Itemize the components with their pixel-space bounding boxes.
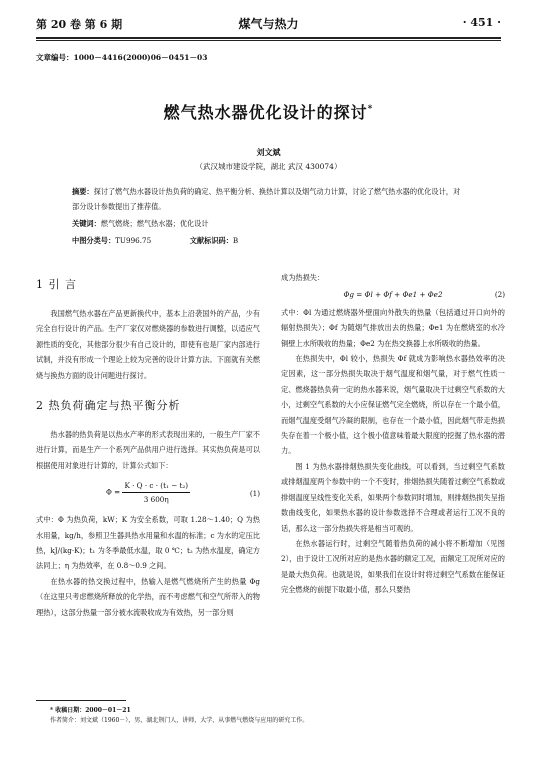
section-2-paragraph-3: 在热水器的热交换过程中，热输入是燃气燃烧所产生的热量 Φg（在这里只考虑燃烧所释放的化学热，而不考虑燃气和空气所带入的物理热），这部分热量一部分被水流吸收成为有效热，另一部分则 xyxy=(36,576,260,617)
equation-2-body: Φg = Φl + Φf + Φe1 + Φe2 xyxy=(343,290,443,300)
journal-name: 煤气与热力 xyxy=(238,17,299,31)
equation-1 xyxy=(36,479,260,506)
paper-title-text: 燃气热水器优化设计的探讨 xyxy=(163,103,368,122)
header-rule xyxy=(36,37,501,39)
equation-1-fraction xyxy=(122,479,190,506)
keywords-label: 关键词： xyxy=(72,219,101,228)
section-2-heading: 2 热负荷确定与热平衡分析 xyxy=(36,399,181,413)
author-affiliation: （武汉城市建设学院，湖北 武汉 430074） xyxy=(195,162,342,171)
issue-number: 第 20 卷 第 6 期 xyxy=(36,18,123,31)
header-rule-thin xyxy=(36,40,501,41)
article-number: 文章编号：1000－4416(2000)06－0451－03 xyxy=(36,53,208,62)
right-paragraph-3: 图 1 为热水器排烟热损失变化曲线，可以看到，当过剩空气系数或排烟温度两个参数中的一个不变时，排烟热损失随着过剩空气系数或排烟温度呈线性变化关系，如果两个参数同时增加，则排烟热损失呈指数曲线变化，如果热水器的设计参数选择不合理或者运行工况不良的话，那么这一部分热损失将是相当可观的。 xyxy=(281,461,505,533)
section-2-paragraph-2: 式中：Φ 为热负荷，kW；K 为安全系数，可取 1.28～1.40；Q 为热水用量，kg/h，参照卫生器具热水用量和水温的标准；c 为水的定压比热，kJ/(kg·K)；t₁ 为冬季最低水温，取 0 ℃；t₂ 为热水温度，确定方法同上；η 为热效率，在 0.8～0.9 之间。 xyxy=(36,515,260,571)
equation-1-denominator: 3 600η xyxy=(143,495,169,505)
right-paragraph-4: 在热水器运行时，过剩空气随着热负荷的减小将不断增加（见图 2），由于设计工况所对应的是热水器的额定工况，而额定工况所对应的是最大热负荷。也就是说，如果我们在设计时将过剩空气系数在能保证完全燃烧的前提下取最小值，那么只要热 xyxy=(281,538,505,595)
abstract-label: 摘要： xyxy=(72,187,94,196)
doc-code: B xyxy=(232,236,239,245)
equation-2-number: (2) xyxy=(494,290,505,300)
right-paragraph-1: 式中：Φl 为通过燃烧器外壁面向外散失的热量（包括通过开口向外的辐射热损失）；Φf 为随烟气排放出去的热量；Φe1 为在燃烧室的水冷铜壁上水所吸收的热量；Φe2 为在热交换器上水所吸收的热量。 xyxy=(281,307,505,348)
paper-title xyxy=(0,100,537,123)
section-1-paragraph: 我国燃气热水器在产品更新换代中，基本上沿袭国外的产品，少有完全自行设计的产品。生产厂家仅对燃烧器的参数进行调整，以适应气源性质的变化，其他部分很少有自己设计的，即使有也是厂家内部进行试制，并没有形成一个理论上较为完善的设计计算方法。下面就有关燃烧与换热方面的设计问题进行探讨。 xyxy=(36,309,260,380)
section-2-paragraph-1: 热水器的热负荷是以热水产率的形式表现出来的，一般生产厂家不进行计算，而是生产一个系列产品供用户进行选择。其实热负荷是可以根据使用对象进行计算的，计算公式如下： xyxy=(36,430,260,470)
abstract-text: 探讨了燃气热水器设计热负荷的确定、热平衡分析、换热计算以及烟气动力计算，讨论了燃气热水器的优化设计，对部分设计参数提出了推荐值。 xyxy=(72,187,461,211)
right-paragraph-0: 成为热损失： xyxy=(281,273,325,282)
equation-1-number: (1) xyxy=(249,489,260,499)
section-1-heading: 1 引 言 xyxy=(36,278,77,291)
abstract xyxy=(72,184,467,214)
keywords xyxy=(72,219,209,229)
equation-2 xyxy=(281,287,505,302)
right-paragraph-2: 在热损失中，Φl 较小，热损失 Φf 就成为影响热水器热效率的决定因素，这一部分热损失取决于烟气温度和烟气量，对于燃气性质一定、燃烧器热负荷一定的热水器来说，烟气量取决于过剩空气系数的大小，过剩空气系数的大小应保证燃气完全燃烧，所以存在一个最小值，而烟气温度受烟气冷凝的限制，也存在一个最小值，因此烟气带走热损失存在着一个极小值，这个极小值意味着最大限度的挖掘了热水器的潜力。 xyxy=(281,354,505,456)
author-name: 刘文斌 xyxy=(256,147,281,157)
footnote xyxy=(50,706,308,726)
page-number: · 451 · xyxy=(462,16,501,29)
equation-1-numerator: K · Q · c · (t₁ − t₂) xyxy=(122,479,190,493)
keywords-text: 燃气燃烧；燃气热水器；优化设计 xyxy=(100,219,209,228)
right-column xyxy=(281,270,505,598)
classification-code: TU996.75 xyxy=(115,236,152,245)
equation-1-lhs: Φ = xyxy=(105,487,121,497)
classification xyxy=(72,236,238,246)
classification-label: 中图分类号： xyxy=(72,236,116,245)
left-column xyxy=(36,270,260,620)
footnote-rule xyxy=(36,700,126,701)
title-footnote-mark: * xyxy=(367,104,374,115)
doc-code-label: 文献标识码： xyxy=(189,236,233,245)
footnote-received: * 收稿日期：2000－01－21 xyxy=(50,707,131,714)
footnote-author-bio: 作者简介：刘文斌（1960－），男，湖北荆门人，讲师，大学，从事燃气燃烧与应用的研究工作。 xyxy=(50,717,309,724)
